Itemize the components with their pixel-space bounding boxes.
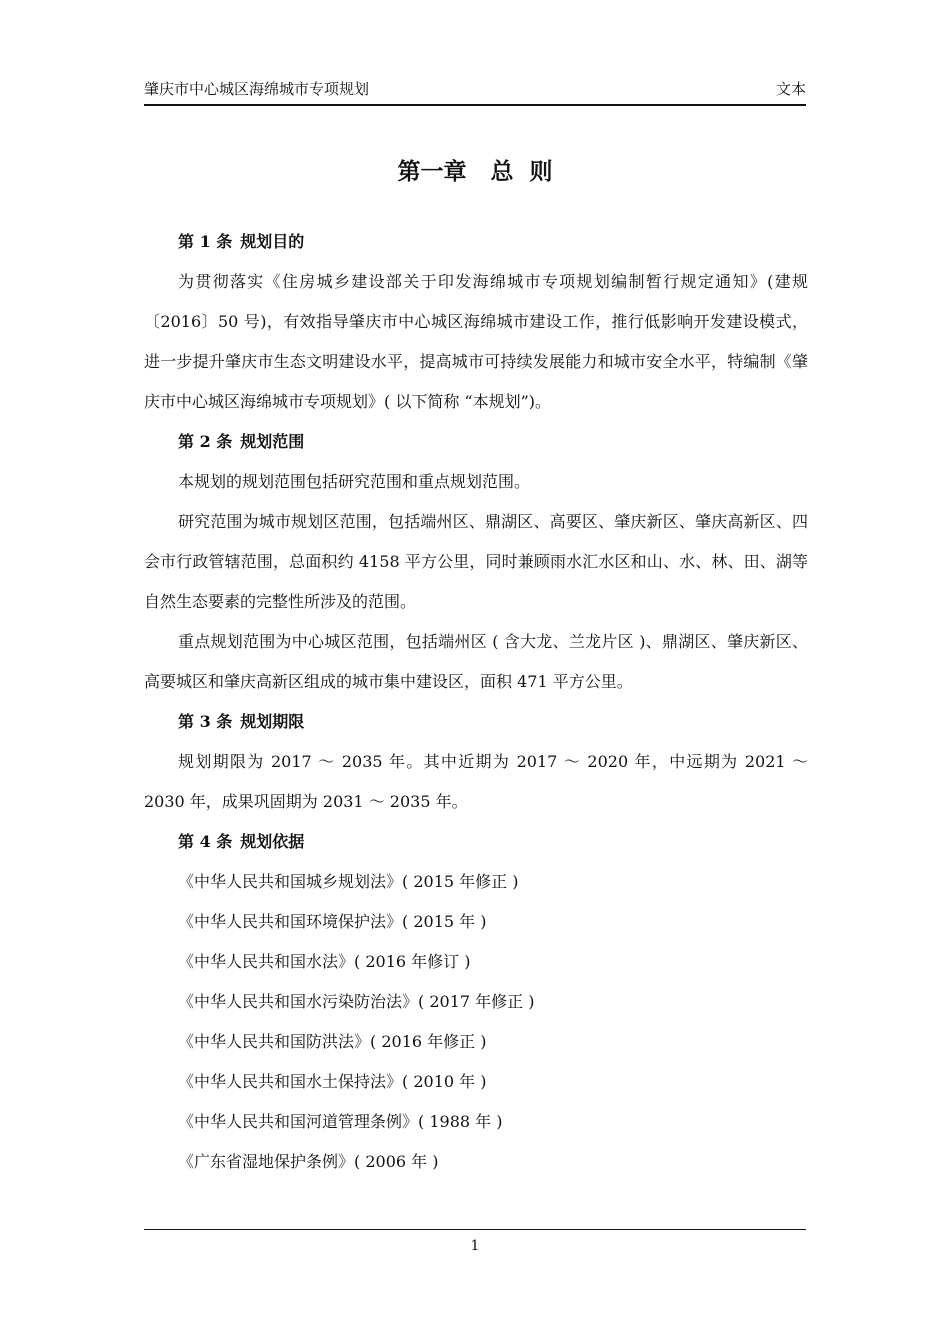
article-title: 规划依据 <box>240 832 305 851</box>
article-number: 第 4 条 <box>178 832 233 851</box>
document-body <box>144 222 808 1182</box>
article-heading <box>144 702 808 742</box>
reference-item: 《中华人民共和国水法》( 2016 年修订 ) <box>178 952 471 971</box>
page-number: 1 <box>470 1238 480 1254</box>
reference-item: 《中华人民共和国城乡规划法》( 2015 年修正 ) <box>178 872 519 891</box>
article-title: 规划期限 <box>240 712 305 731</box>
article-number: 第 2 条 <box>178 432 233 451</box>
header-label: 文本 <box>775 80 806 98</box>
article-number: 第 3 条 <box>178 712 233 731</box>
header-title: 肇庆市中心城区海绵城市专项规划 <box>144 80 370 98</box>
header-rule <box>144 104 806 106</box>
footer-rule <box>144 1229 806 1230</box>
reference-item: 《中华人民共和国水污染防治法》( 2017 年修正 ) <box>178 992 535 1011</box>
article-title: 规划范围 <box>240 432 305 451</box>
paragraph: 规划期限为 2017 ～ 2035 年。其中近期为 2017 ～ 2020 年，中远期为 2021 ～ 2030 年，成果巩固期为 2031 ～ 2035 年。 <box>144 752 808 811</box>
article-heading <box>144 822 808 862</box>
reference-item: 《中华人民共和国河道管理条例》( 1988 年 ) <box>178 1112 503 1131</box>
article-heading <box>144 222 808 262</box>
article-heading <box>144 422 808 462</box>
page-header <box>144 78 806 100</box>
article-number: 第 1 条 <box>178 232 233 251</box>
paragraph: 重点规划范围为中心城区范围，包括端州区 ( 含大龙、兰龙片区 )、鼎湖区、肇庆新区、高要城区和肇庆高新区组成的城市集中建设区，面积 471 平方公里。 <box>144 632 808 691</box>
paragraph: 本规划的规划范围包括研究范围和重点规划范围。 <box>178 472 531 491</box>
reference-item: 《中华人民共和国环境保护法》( 2015 年 ) <box>178 912 487 931</box>
reference-item: 《中华人民共和国水土保持法》( 2010 年 ) <box>178 1072 487 1091</box>
chapter-title: 第一章 总 则 <box>397 158 553 185</box>
article-title: 规划目的 <box>240 232 305 251</box>
reference-item: 《中华人民共和国防洪法》( 2016 年修正 ) <box>178 1032 487 1051</box>
paragraph: 研究范围为城市规划区范围，包括端州区、鼎湖区、高要区、肇庆新区、肇庆高新区、四会市行政管辖范围，总面积约 4158 平方公里，同时兼顾雨水汇水区和山、水、林、田、湖等自然生态要素的完整性所涉及的范围。 <box>144 512 808 611</box>
paragraph: 为贯彻落实《住房城乡建设部关于印发海绵城市专项规划编制暂行规定通知》(建规〔2016〕50 号)，有效指导肇庆市中心城区海绵城市建设工作，推行低影响开发建设模式，进一步提升肇庆市生态文明建设水平，提高城市可持续发展能力和城市安全水平，特编制《肇庆市中心城区海绵城市专项规划》( 以下简称 “本规划”)。 <box>144 272 808 411</box>
reference-item: 《广东省湿地保护条例》( 2006 年 ) <box>178 1152 439 1171</box>
